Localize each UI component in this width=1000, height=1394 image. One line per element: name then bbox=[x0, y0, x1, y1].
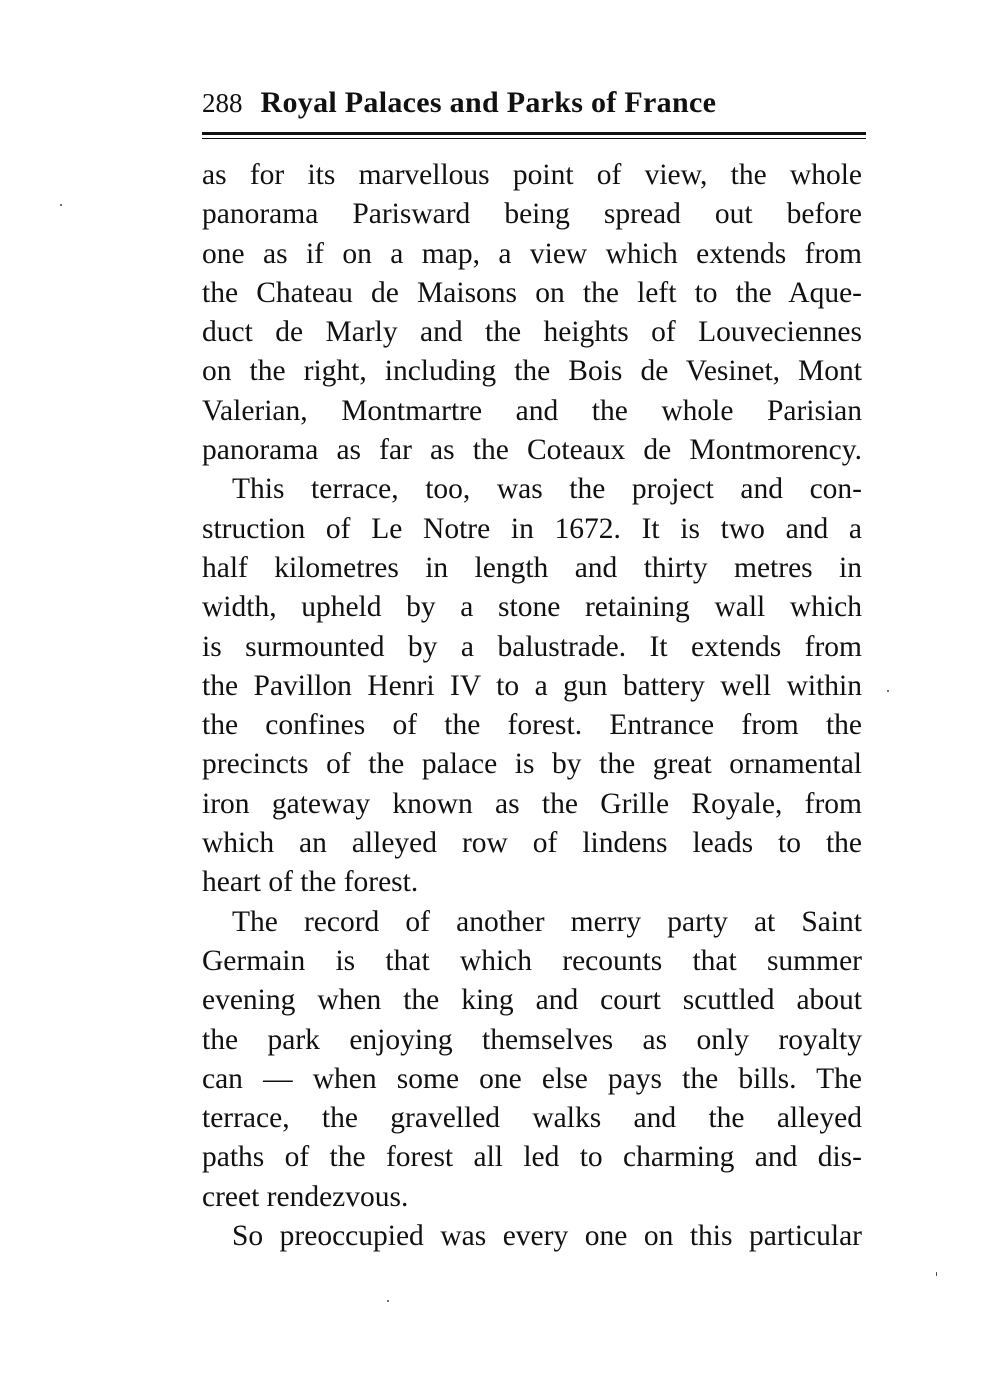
text-line: one as if on a map, a view which extends from bbox=[202, 237, 862, 270]
scan-speck bbox=[936, 1272, 937, 1276]
text-line: on the right, including the Bois de Vesinet, Mont bbox=[202, 355, 862, 388]
header-rule-thick bbox=[202, 132, 866, 135]
text-line: So preoccupied was every one on this particular bbox=[232, 1220, 862, 1253]
text-line: iron gateway known as the Grille Royale, from bbox=[202, 787, 862, 820]
text-line: half kilometres in length and thirty metres in bbox=[202, 551, 862, 584]
header-rule-thin bbox=[202, 138, 866, 139]
text-line: heart of the forest. bbox=[202, 866, 419, 899]
text-line: width, upheld by a stone retaining wall which bbox=[202, 591, 862, 624]
text-line: struction of Le Notre in 1672. It is two and a bbox=[202, 512, 862, 545]
text-line: panorama Parisward being spread out before bbox=[202, 198, 862, 231]
text-line: precincts of the palace is by the great ornamental bbox=[202, 748, 862, 781]
text-line: which an alleyed row of lindens leads to the bbox=[202, 827, 862, 860]
text-line: the Pavillon Henri IV to a gun battery well within bbox=[202, 669, 862, 702]
page-number: 288 bbox=[202, 88, 243, 118]
text-line: is surmounted by a balustrade. It extends from bbox=[202, 630, 862, 663]
text-line: duct de Marly and the heights of Louveciennes bbox=[202, 316, 862, 349]
paragraph bbox=[202, 470, 862, 902]
scan-speck bbox=[387, 1300, 389, 1302]
text-line: the park enjoying themselves as only royalty bbox=[202, 1023, 862, 1056]
text-line: the confines of the forest. Entrance from the bbox=[202, 709, 862, 742]
running-title: Royal Palaces and Parks of France bbox=[260, 86, 717, 119]
text-line: the Chateau de Maisons on the left to the Aque- bbox=[202, 276, 862, 309]
body-text bbox=[202, 156, 862, 1256]
running-header bbox=[202, 86, 866, 130]
paragraph bbox=[202, 903, 862, 1217]
text-line: can — when some one else pays the bills. The bbox=[202, 1062, 862, 1095]
text-line: paths of the forest all led to charming and dis- bbox=[202, 1141, 862, 1174]
text-line: Germain is that which recounts that summer bbox=[202, 944, 862, 977]
text-line: The record of another merry party at Saint bbox=[232, 905, 862, 938]
scan-speck bbox=[887, 690, 889, 692]
text-line: creet rendezvous. bbox=[202, 1180, 409, 1213]
text-line: This terrace, too, was the project and con- bbox=[232, 473, 862, 506]
scan-speck bbox=[60, 204, 62, 206]
text-line: evening when the king and court scuttled about bbox=[202, 984, 862, 1017]
text-line: Valerian, Montmartre and the whole Parisian bbox=[202, 394, 862, 427]
paragraph bbox=[202, 156, 862, 470]
text-line: terrace, the gravelled walks and the alleyed bbox=[202, 1102, 862, 1135]
text-line: as for its marvellous point of view, the whole bbox=[202, 159, 862, 191]
paragraph bbox=[202, 1217, 862, 1256]
text-line: panorama as far as the Coteaux de Montmorency. bbox=[202, 434, 862, 467]
